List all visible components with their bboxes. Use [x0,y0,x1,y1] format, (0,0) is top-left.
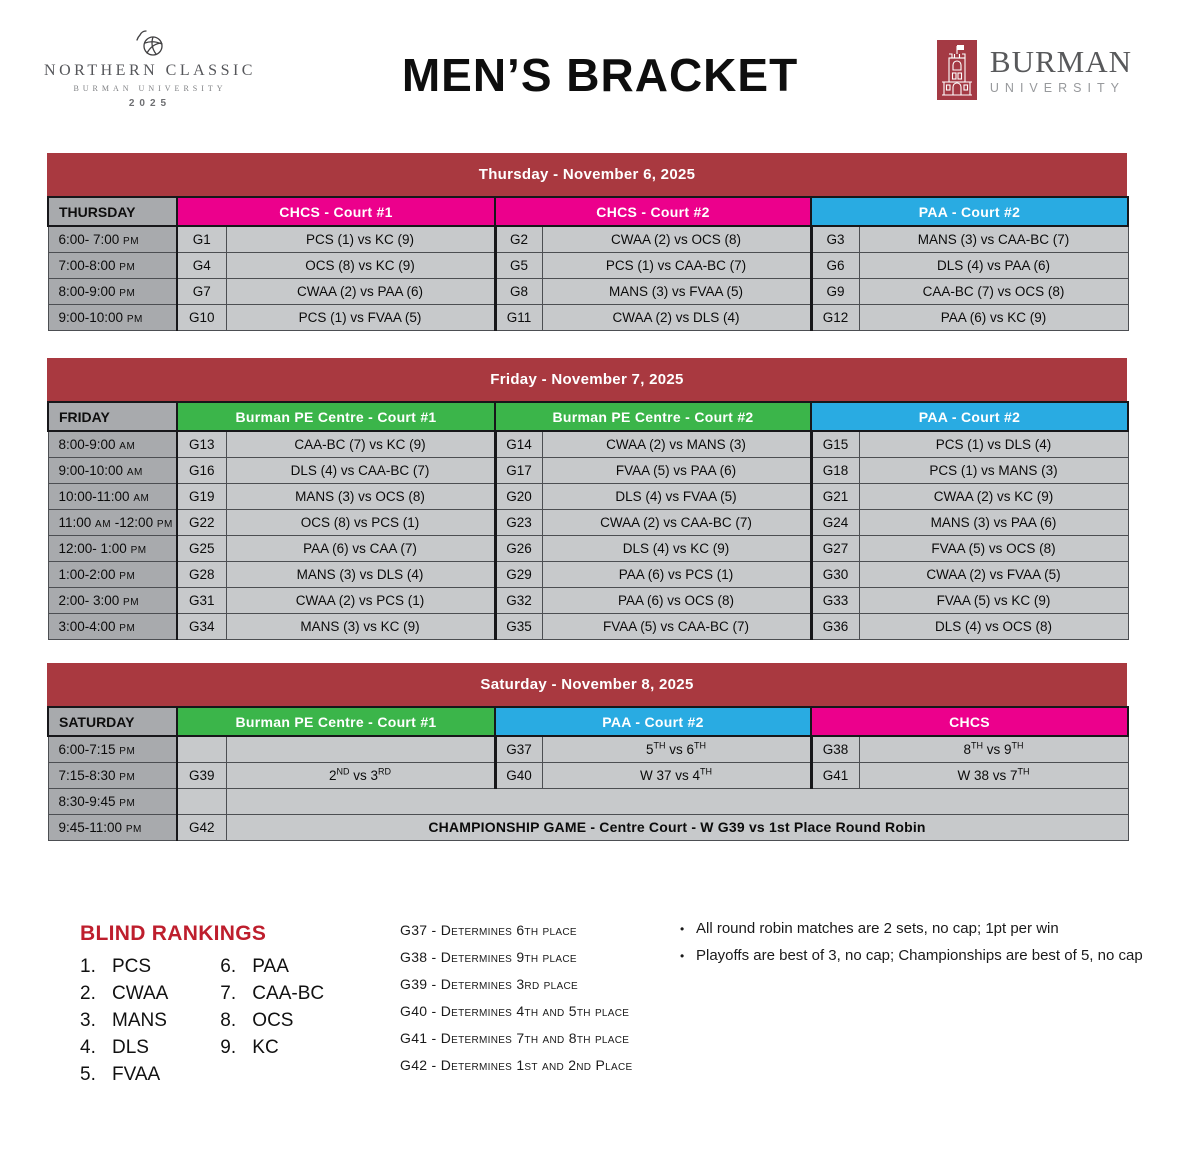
schedule-row [48,814,1128,840]
ranking-team: PAA [252,956,289,977]
schedule-row [48,431,1128,457]
matchup-cell: CAA-BC (7) vs OCS (8) [859,278,1128,304]
date-header-saturday: Saturday - November 8, 2025 [47,663,1127,706]
court-header: PAA - Court #2 [811,402,1128,431]
time-cell: 8:00-9:00 AM [48,431,177,457]
schedule-table-friday [47,358,1127,640]
game-number-cell: G29 [495,561,542,587]
game-number-cell: G37 [495,736,542,762]
matchup-cell: CWAA (2) vs MANS (3) [542,431,811,457]
game-number-cell: G21 [811,483,859,509]
matchup-cell: DLS (4) vs PAA (6) [859,252,1128,278]
determination-item: G39 - Determines 3rd place [400,976,578,992]
schedule-table-saturday [47,663,1127,841]
matchup-cell: 5TH vs 6TH [542,736,811,762]
ranking-number: 7. [220,983,237,1004]
matchup-cell: MANS (3) vs KC (9) [226,613,495,639]
matchup-cell: DLS (4) vs OCS (8) [859,613,1128,639]
matchup-cell: CWAA (2) vs DLS (4) [542,304,811,330]
game-number-cell: G9 [811,278,859,304]
determination-item: G38 - Determines 9th place [400,949,577,965]
time-cell: 6:00- 7:00 PM [48,226,177,252]
time-cell: 9:45-11:00 PM [48,814,177,840]
game-number-cell: G1 [177,226,226,252]
matchup-cell: CAA-BC (7) vs KC (9) [226,431,495,457]
page-title: MEN’S BRACKET [401,49,799,101]
court-header: CHCS - Court #1 [177,197,495,226]
matchup-cell: MANS (3) vs DLS (4) [226,561,495,587]
time-cell: 3:00-4:00 PM [48,613,177,639]
schedule-row [48,457,1128,483]
determination-item: G40 - Determines 4th and 5th place [400,1003,630,1019]
time-cell: 7:00-8:00 PM [48,252,177,278]
time-cell: 12:00- 1:00 PM [48,535,177,561]
ranking-number: 1. [80,956,96,977]
matchup-cell: CWAA (2) vs PAA (6) [226,278,495,304]
schedule-row [48,226,1128,252]
game-number-cell: G34 [177,613,226,639]
saturday-grid [47,706,1129,841]
ranking-item [80,1037,168,1059]
note-text: All round robin matches are 2 sets, no cap; 1pt per win [696,920,1059,937]
game-number-cell: G6 [811,252,859,278]
court-header: Burman PE Centre - Court #2 [495,402,811,431]
matchup-cell: CWAA (2) vs OCS (8) [542,226,811,252]
tournament-notes [680,920,1143,974]
game-number-cell: G15 [811,431,859,457]
determination-item: G42 - Determines 1st and 2nd Place [400,1057,633,1073]
schedule-row [48,535,1128,561]
ranking-team: DLS [112,1037,149,1058]
game-number-cell: G13 [177,431,226,457]
ranking-item [220,983,324,1005]
friday-grid [47,401,1129,640]
schedule-row [48,788,1128,814]
note-text: Playoffs are best of 3, no cap; Championships are best of 5, no cap [696,947,1143,964]
court-header: Burman PE Centre - Court #1 [177,707,495,736]
matchup-cell: OCS (8) vs PCS (1) [226,509,495,535]
time-cell: 8:30-9:45 PM [48,788,177,814]
ranking-team: FVAA [112,1064,161,1085]
game-number-cell: G19 [177,483,226,509]
matchup-cell: 2ND vs 3RD [226,762,495,788]
game-number-cell: G42 [177,814,226,840]
ranking-team: MANS [112,1010,167,1031]
game-number-cell: G36 [811,613,859,639]
matchup-cell: DLS (4) vs KC (9) [542,535,811,561]
court-header: CHCS - Court #2 [495,197,811,226]
ranking-team: OCS [252,1010,294,1031]
game-number-cell: G39 [177,762,226,788]
matchup-cell: MANS (3) vs OCS (8) [226,483,495,509]
game-number-cell [177,736,226,762]
matchup-cell: CWAA (2) vs KC (9) [859,483,1128,509]
ranking-team: CWAA [112,983,169,1004]
rankings-column-2 [220,956,324,1091]
ranking-number: 5. [80,1064,96,1085]
note-item [680,947,1143,964]
ranking-team: CAA-BC [252,983,325,1004]
matchup-cell: CWAA (2) vs FVAA (5) [859,561,1128,587]
game-number-cell: G3 [811,226,859,252]
game-number-cell: G18 [811,457,859,483]
game-number-cell: G38 [811,736,859,762]
time-cell: 10:00-11:00 AM [48,483,177,509]
schedule-row [48,736,1128,762]
game-number-cell: G41 [811,762,859,788]
game-number-cell: G23 [495,509,542,535]
matchup-cell: 8TH vs 9TH [859,736,1128,762]
ranking-number: 6. [220,956,237,977]
blind-rankings [80,922,324,1091]
game-number-cell: G31 [177,587,226,613]
matchup-cell: PCS (1) vs FVAA (5) [226,304,495,330]
ranking-number: 4. [80,1037,96,1058]
ranking-item [220,1037,324,1059]
game-number-cell: G16 [177,457,226,483]
game-number-cell: G7 [177,278,226,304]
ranking-team: KC [252,1037,279,1058]
day-label: THURSDAY [48,197,177,226]
rankings-column-1 [80,956,168,1091]
matchup-cell: PCS (1) vs MANS (3) [859,457,1128,483]
schedule-row [48,587,1128,613]
time-cell: 6:00-7:15 PM [48,736,177,762]
thursday-grid [47,196,1129,331]
time-cell: 2:00- 3:00 PM [48,587,177,613]
ranking-item [80,1064,168,1086]
ranking-number: 2. [80,983,96,1004]
game-number-cell: G40 [495,762,542,788]
matchup-cell: PCS (1) vs CAA-BC (7) [542,252,811,278]
date-header-thursday: Thursday - November 6, 2025 [47,153,1127,196]
matchup-cell: FVAA (5) vs PAA (6) [542,457,811,483]
schedule-table-thursday [47,153,1127,331]
schedule-row [48,483,1128,509]
burman-wordmark: BURMAN [989,43,1132,79]
time-cell: 8:00-9:00 PM [48,278,177,304]
ranking-item [80,983,168,1005]
matchup-cell: MANS (3) vs CAA-BC (7) [859,226,1128,252]
game-number-cell: G14 [495,431,542,457]
schedule-row [48,304,1128,330]
time-cell: 9:00-10:00 AM [48,457,177,483]
schedule-row [48,509,1128,535]
matchup-cell: PAA (6) vs OCS (8) [542,587,811,613]
matchup-cell: CHAMPIONSHIP GAME - Centre Court - W G39 vs 1st Place Round Robin [226,814,1128,840]
ranking-item [220,1010,324,1032]
court-header: PAA - Court #2 [811,197,1128,226]
matchup-cell: PAA (6) vs CAA (7) [226,535,495,561]
ranking-number: 8. [220,1010,237,1031]
day-label: FRIDAY [48,402,177,431]
northern-classic-title: NORTHERN CLASSIC [44,62,256,79]
matchup-cell: W 38 vs 7TH [859,762,1128,788]
matchup-cell: PAA (6) vs KC (9) [859,304,1128,330]
matchup-cell [226,788,1128,814]
time-cell: 11:00 AM -12:00 PM [48,509,177,535]
ranking-item [80,1010,168,1032]
game-number-cell: G2 [495,226,542,252]
ranking-item [80,956,168,978]
schedule-row [48,278,1128,304]
court-header: PAA - Court #2 [495,707,811,736]
determination-item: G41 - Determines 7th and 8th place [400,1030,630,1046]
time-cell: 1:00-2:00 PM [48,561,177,587]
matchup-cell: PCS (1) vs DLS (4) [859,431,1128,457]
determination-item: G37 - Determines 6th place [400,922,577,938]
ranking-item [220,956,324,978]
burman-university-logo [937,40,1132,100]
note-item [680,920,1143,937]
game-number-cell: G5 [495,252,542,278]
ranking-number: 9. [220,1037,237,1058]
game-number-cell: G12 [811,304,859,330]
game-number-cell: G25 [177,535,226,561]
game-number-cell: G33 [811,587,859,613]
ranking-number: 3. [80,1010,96,1031]
game-number-cell: G27 [811,535,859,561]
game-number-cell: G4 [177,252,226,278]
game-number-cell: G35 [495,613,542,639]
matchup-cell: PCS (1) vs KC (9) [226,226,495,252]
northern-classic-subtitle: BURMAN UNIVERSITY [73,84,227,93]
burman-wordmark-sub: UNIVERSITY [989,80,1125,95]
burman-tower-icon [937,40,977,100]
game-number-cell: G20 [495,483,542,509]
matchup-cell: PAA (6) vs PCS (1) [542,561,811,587]
matchup-cell: FVAA (5) vs OCS (8) [859,535,1128,561]
schedule-row [48,252,1128,278]
game-number-cell [177,788,226,814]
bullet-icon: • [680,922,685,936]
court-header: Burman PE Centre - Court #1 [177,402,495,431]
game-number-cell: G28 [177,561,226,587]
matchup-cell: OCS (8) vs KC (9) [226,252,495,278]
matchup-cell: CWAA (2) vs PCS (1) [226,587,495,613]
game-number-cell: G32 [495,587,542,613]
court-header: CHCS [811,707,1128,736]
matchup-cell: MANS (3) vs PAA (6) [859,509,1128,535]
matchup-cell: DLS (4) vs CAA-BC (7) [226,457,495,483]
matchup-cell: MANS (3) vs FVAA (5) [542,278,811,304]
game-number-cell: G26 [495,535,542,561]
matchup-cell: W 37 vs 4TH [542,762,811,788]
matchup-cell [226,736,495,762]
game-number-cell: G11 [495,304,542,330]
schedule-row [48,613,1128,639]
game-number-cell: G10 [177,304,226,330]
matchup-cell: CWAA (2) vs CAA-BC (7) [542,509,811,535]
schedule-row [48,762,1128,788]
game-number-cell: G22 [177,509,226,535]
game-number-cell: G30 [811,561,859,587]
game-determinations [400,922,632,1084]
day-label: SATURDAY [48,707,177,736]
matchup-cell: FVAA (5) vs CAA-BC (7) [542,613,811,639]
schedule-row [48,561,1128,587]
blind-rankings-title: BLIND RANKINGS [80,922,267,945]
time-cell: 9:00-10:00 PM [48,304,177,330]
ranking-team: PCS [112,956,152,977]
matchup-cell: FVAA (5) vs KC (9) [859,587,1128,613]
matchup-cell: DLS (4) vs FVAA (5) [542,483,811,509]
date-header-friday: Friday - November 7, 2025 [47,358,1127,401]
game-number-cell: G8 [495,278,542,304]
northern-classic-year: 2025 [128,98,172,109]
game-number-cell: G17 [495,457,542,483]
bullet-icon: • [680,949,685,963]
game-number-cell: G24 [811,509,859,535]
time-cell: 7:15-8:30 PM [48,762,177,788]
